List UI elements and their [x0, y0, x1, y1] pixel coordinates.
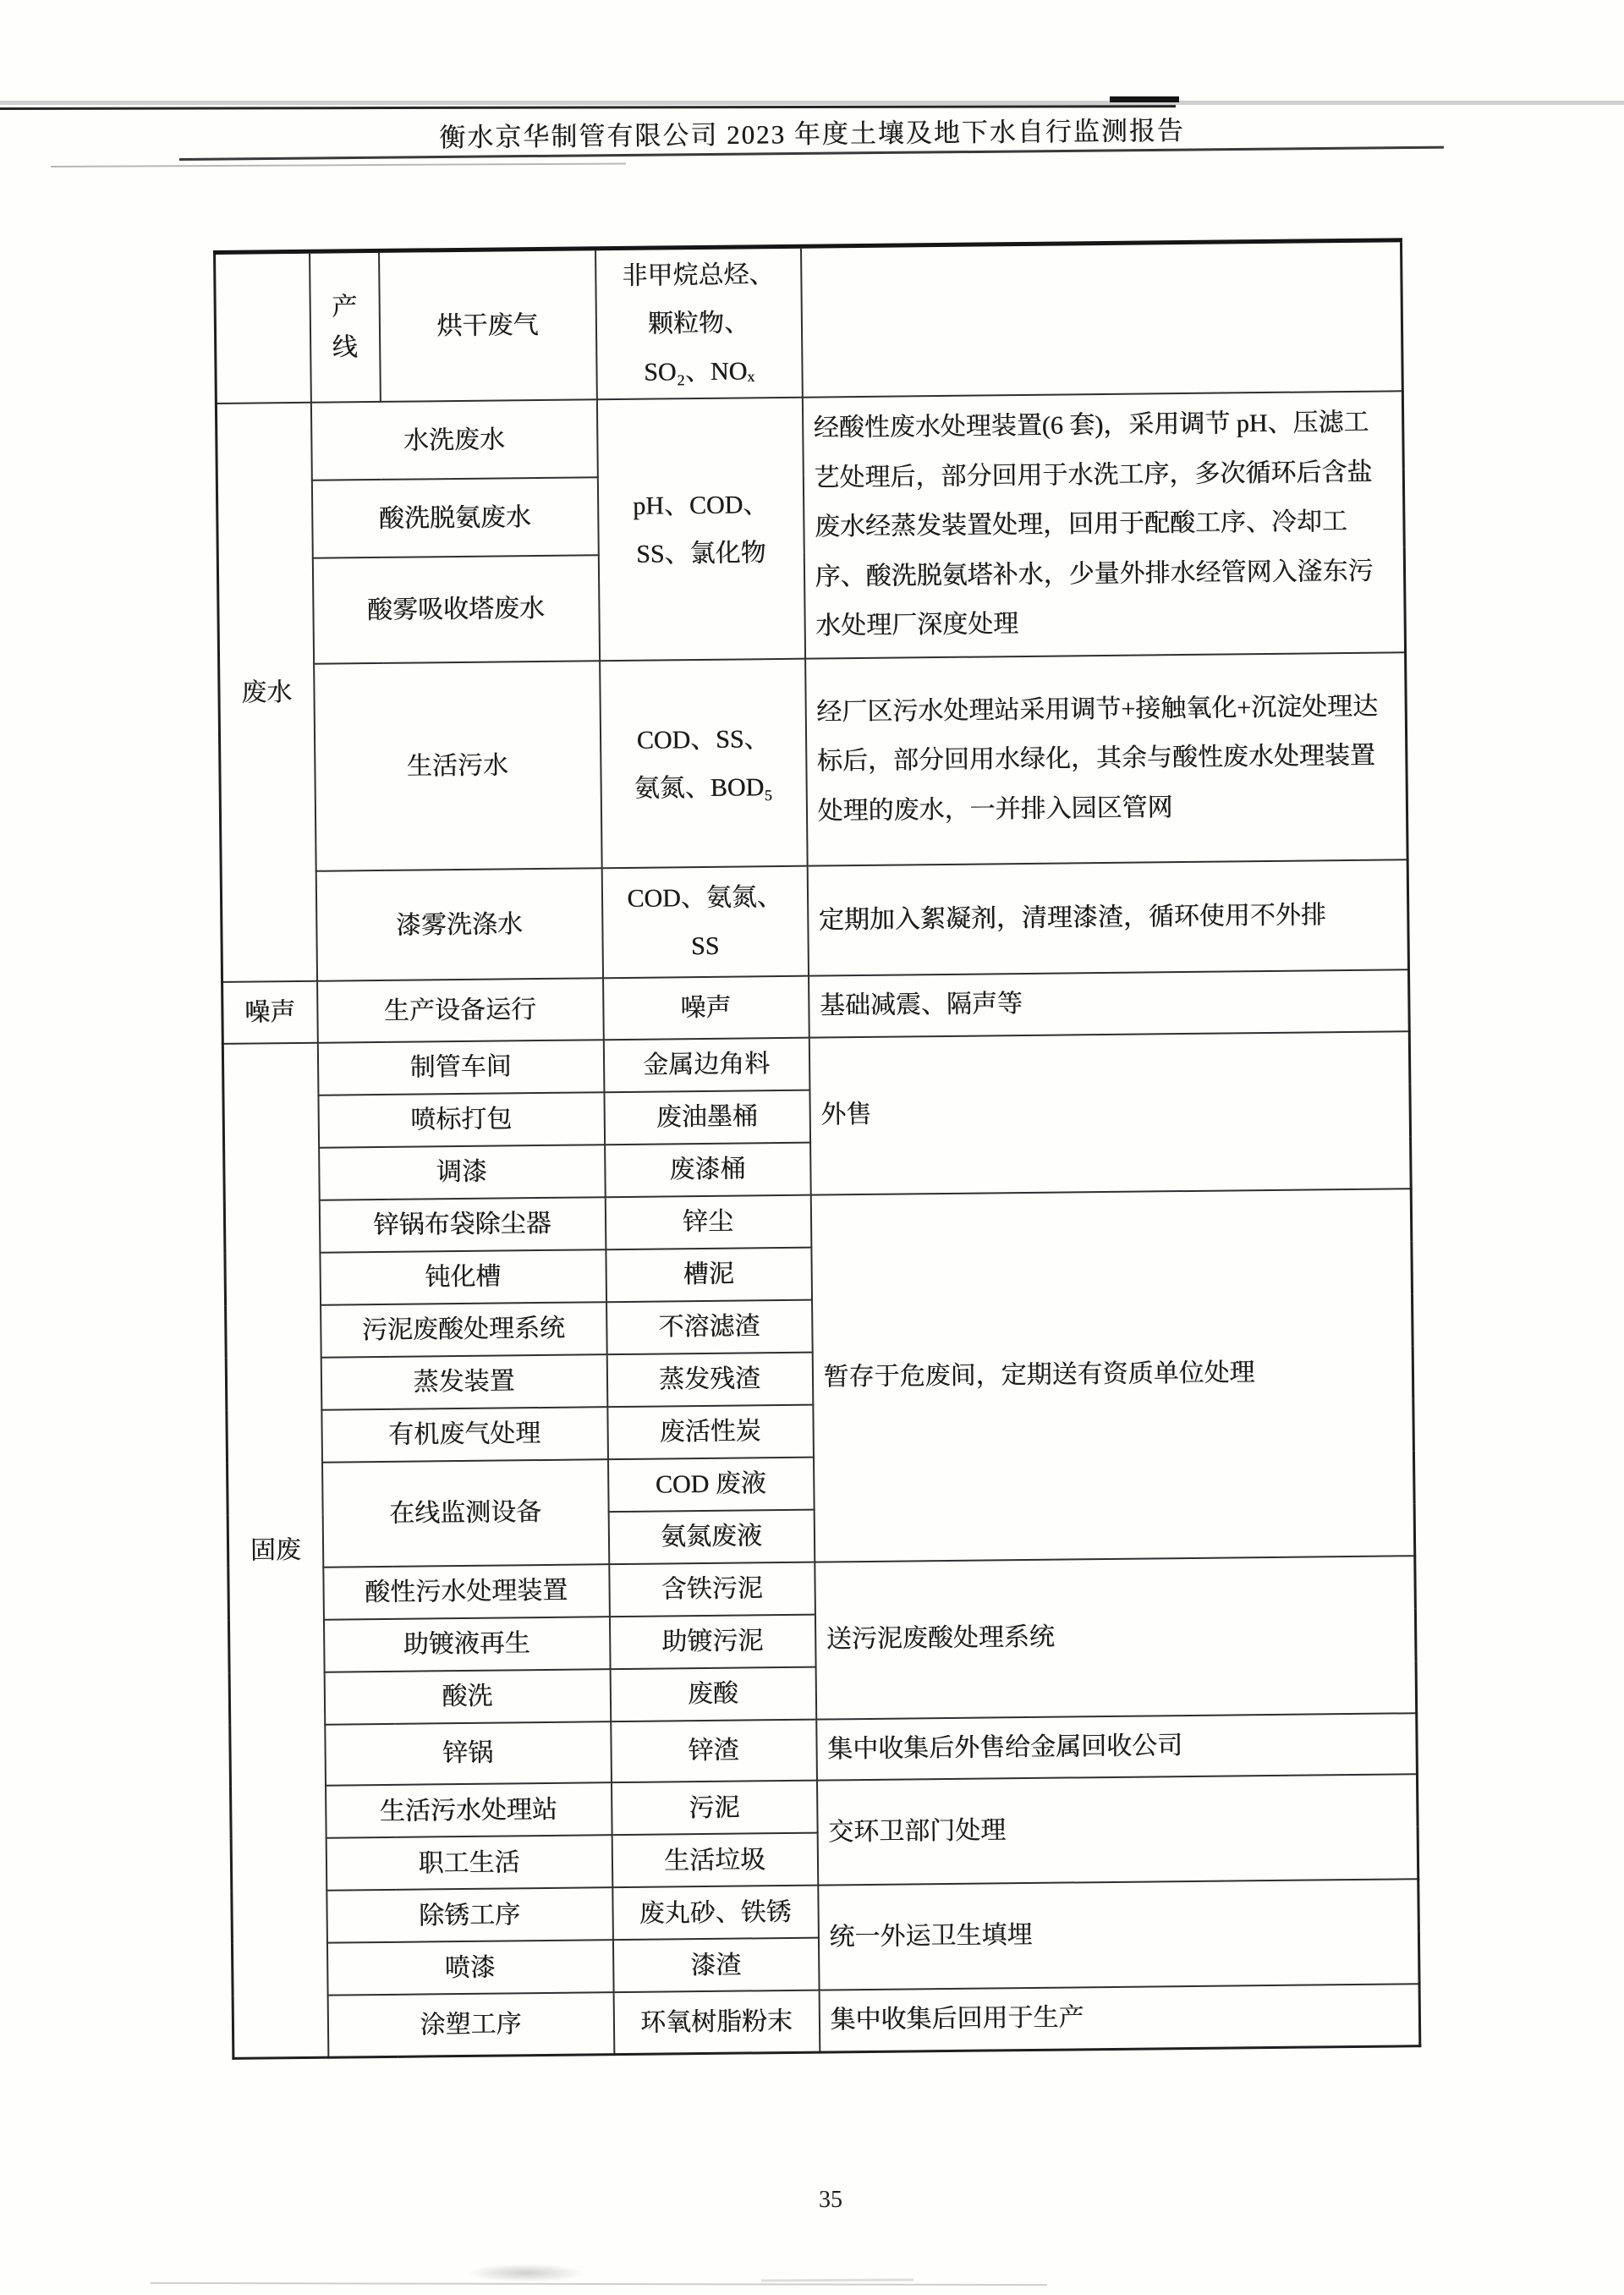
cell-pollutant: 环氧树脂粉末 — [613, 1990, 820, 2055]
cell-pollutant: 槽泥 — [606, 1247, 812, 1302]
cell-process: 在线监测设备 — [322, 1459, 609, 1568]
table-row — [221, 859, 1408, 982]
page-header-title: 衡水京华制管有限公司 2023 年度土壤及地下水自行监测报告 — [439, 115, 1185, 153]
cell-process: 漆雾洗涤水 — [315, 868, 602, 981]
cell-process: 生产设备运行 — [317, 978, 604, 1042]
cell-pollutant: 含铁污泥 — [609, 1562, 815, 1617]
cell-process: 涂塑工序 — [327, 1992, 614, 2057]
cell-process: 酸洗 — [324, 1669, 611, 1725]
cell-measure: 经酸性废水处理装置(6 套)，采用调节 pH、压滤工艺处理后，部分回用于水洗工序，多次循环后含盐废水经蒸发装置处理，回用于配酸工序、冷却工序、酸洗脱氨塔补水，少量外排水经管网入滏东污水处理厂深度处理 — [802, 391, 1405, 658]
cell-process: 烘干废气 — [379, 249, 597, 402]
table-row — [228, 1556, 1416, 1621]
cell-process: 调漆 — [319, 1145, 606, 1200]
table-row — [232, 1879, 1419, 1944]
scan-artifact-smudge — [467, 2264, 585, 2282]
cell-pollutant: 蒸发残渣 — [606, 1352, 813, 1407]
cell-process: 锌锅布袋除尘器 — [319, 1197, 606, 1253]
scan-artifact-bottom-line-2 — [761, 2279, 914, 2282]
cell-pollutant: pH、COD、 SS、氯化物 — [596, 398, 804, 662]
cell-subcategory: 产 线 — [310, 250, 381, 402]
cell-process: 生活污水 — [314, 661, 602, 871]
cell-pollutant: 废活性炭 — [607, 1404, 814, 1459]
cell-measure: 交环卫部门处理 — [816, 1774, 1418, 1885]
table-row — [231, 1774, 1418, 1839]
cell-process: 喷漆 — [326, 1940, 613, 1996]
cell-pollutant: 金属边角料 — [603, 1037, 809, 1092]
scan-artifact-bottom-line — [151, 2282, 1047, 2286]
cell-category-wastewater: 废水 — [216, 403, 316, 982]
cell-pollutant: 锌渣 — [611, 1719, 817, 1782]
cell-measure: 定期加入絮凝剂，清理漆渣，循环使用不外排 — [807, 859, 1408, 975]
scan-artifact-dash — [1110, 96, 1179, 102]
cell-category-solid-waste: 固废 — [222, 1042, 328, 2058]
header-rule-faint — [51, 162, 626, 167]
scan-artifact-dark-line — [0, 105, 1176, 110]
cell-pollutant: 噪声 — [603, 976, 809, 1040]
table-row — [222, 1031, 1410, 1096]
cell-pollutant: 污泥 — [611, 1781, 817, 1836]
table-row — [215, 240, 1403, 404]
cell-process: 水洗废水 — [310, 399, 597, 480]
cell-process: 酸性污水处理装置 — [323, 1564, 610, 1620]
cell-pollutant: COD、氨氮、 SS — [601, 866, 808, 979]
cell-process: 锌锅 — [325, 1721, 612, 1786]
table-row — [224, 1189, 1412, 1254]
cell-category-empty — [215, 251, 311, 404]
cell-process: 钝化槽 — [320, 1249, 606, 1305]
cell-measure-empty — [800, 240, 1402, 398]
cell-measure: 暂存于危废间，定期送有资质单位处理 — [810, 1189, 1415, 1562]
cell-measure: 统一外运卫生填埋 — [818, 1879, 1419, 1990]
table-row — [219, 652, 1407, 872]
cell-process: 职工生活 — [326, 1835, 612, 1891]
cell-process: 酸洗脱氨废水 — [311, 477, 598, 558]
table-row — [216, 391, 1403, 481]
cell-pollutant: COD 废液 — [607, 1457, 814, 1512]
cell-pollutant: 废丸砂、铁锈 — [612, 1886, 819, 1941]
cell-process: 喷标打包 — [318, 1092, 605, 1148]
cell-process: 污泥废酸处理系统 — [321, 1302, 607, 1358]
cell-pollutant: 非甲烷总烃、 颗粒物、 SO₂、NOₓ — [595, 246, 803, 399]
cell-process: 蒸发装置 — [321, 1354, 607, 1410]
cell-measure: 经厂区污水处理站采用调节+接触氧化+沉淀处理达标后，部分回用水绿化，其余与酸性废水处理装置处理的废水，一并排入园区管网 — [805, 652, 1408, 865]
cell-process: 除锈工序 — [326, 1887, 613, 1943]
cell-pollutant: 氨氮废液 — [608, 1509, 815, 1564]
scan-artifact-gray-line — [0, 101, 1624, 105]
table-row — [233, 1984, 1420, 2058]
cell-process: 助镀液再生 — [323, 1617, 610, 1672]
cell-measure: 送污泥废酸处理系统 — [815, 1556, 1417, 1719]
cell-pollutant: 不溶滤渣 — [606, 1299, 813, 1354]
cell-measure: 外售 — [809, 1031, 1411, 1194]
cell-measure: 集中收集后回用于生产 — [819, 1984, 1420, 2051]
cell-pollutant: 漆渣 — [612, 1938, 819, 1993]
cell-process: 有机废气处理 — [321, 1407, 608, 1463]
cell-pollutant: 锌尘 — [605, 1194, 811, 1249]
cell-pollutant: COD、SS、 氨氮、BOD₅ — [600, 659, 808, 869]
cell-pollutant: 废漆桶 — [605, 1142, 811, 1197]
cell-process: 酸雾吸收塔废水 — [312, 555, 599, 664]
cell-process: 制管车间 — [317, 1040, 604, 1095]
page-number: 35 — [819, 2187, 842, 2213]
cell-pollutant: 废酸 — [610, 1666, 816, 1721]
cell-pollutant: 生活垃圾 — [612, 1833, 818, 1888]
cell-measure: 基础减震、隔声等 — [809, 969, 1410, 1037]
cell-pollutant: 废油墨桶 — [604, 1090, 810, 1145]
emission-table — [213, 238, 1421, 2059]
cell-pollutant: 助镀污泥 — [609, 1614, 815, 1669]
cell-category-noise: 噪声 — [222, 981, 318, 1044]
cell-measure: 集中收集后外售给金属回收公司 — [816, 1713, 1418, 1781]
cell-process: 生活污水处理站 — [326, 1782, 612, 1838]
